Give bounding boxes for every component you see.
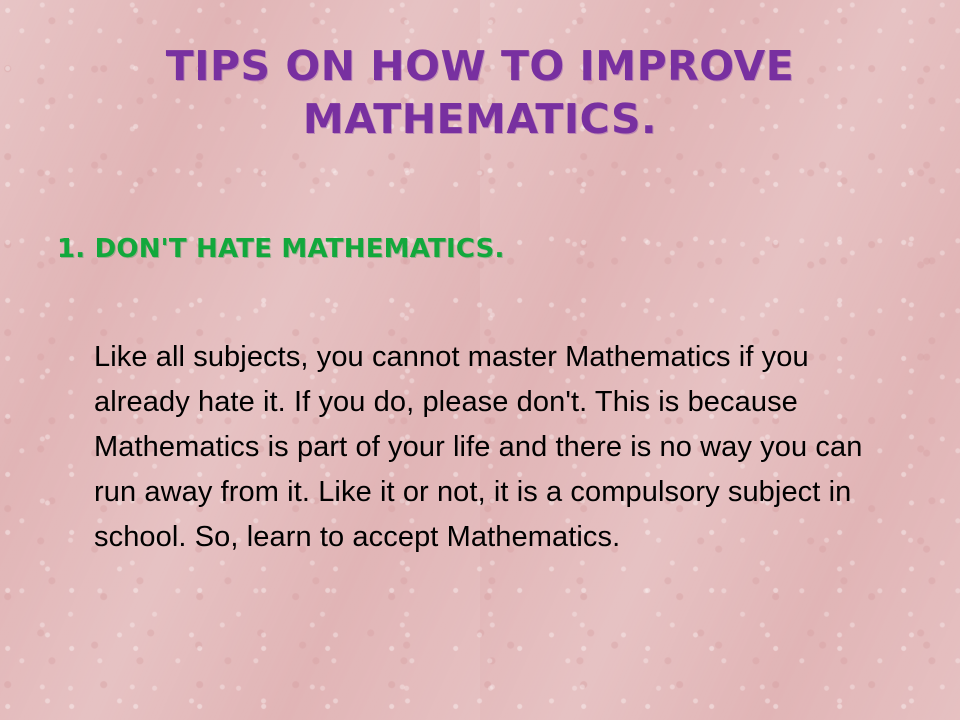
tip-heading: 1. DON'T HATE MATHEMATICS. bbox=[57, 234, 505, 264]
page-title: TIPS ON HOW TO IMPROVE MATHEMATICS. bbox=[165, 42, 795, 144]
tip-body-text: Like all subjects, you cannot master Mathematics if you already hate it. If you do, please don't. This is because Mathematics is part of your life and there is no way you can run away from it. Like it or not, it is a compulsory subject in school. So, learn to accept Mathematics. bbox=[94, 341, 863, 553]
